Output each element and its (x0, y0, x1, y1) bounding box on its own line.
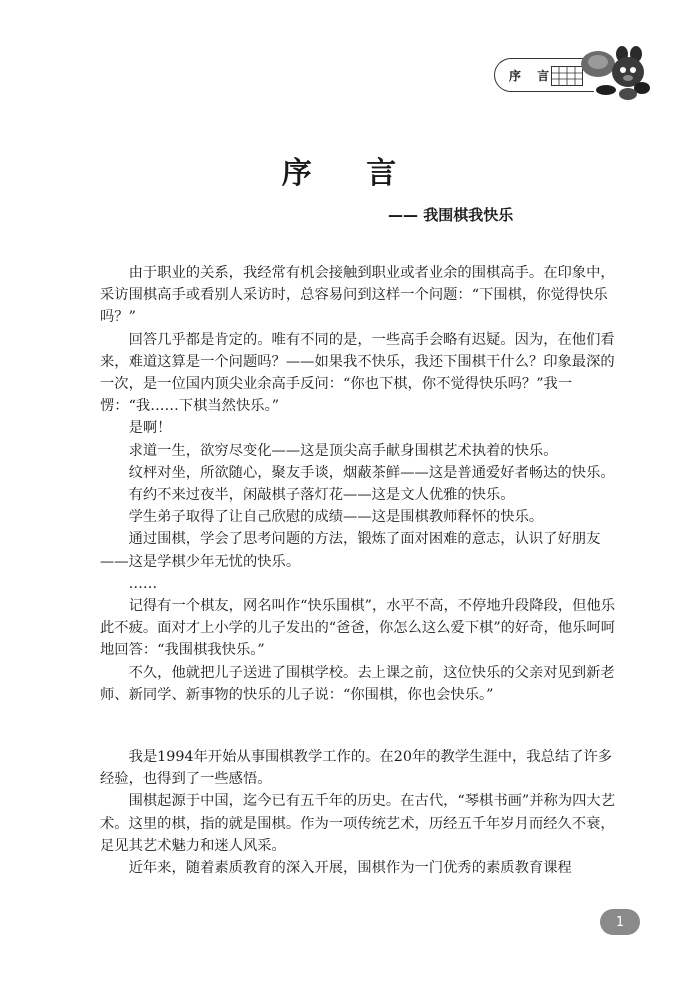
preface-body-part2 (100, 746, 620, 879)
paragraph: …… (128, 575, 158, 592)
paragraph: 记得有一个棋友，网名叫作“快乐围棋”，水平不高，不停地升段降段，但他乐此不疲。面对才上小学的儿子发出的“爸爸，你怎么这么爱下棋”的好奇，他乐呵呵地回答：“我围棋我快乐。” (100, 598, 616, 659)
mascot-icon (578, 40, 654, 102)
page-number-badge (600, 909, 640, 935)
paragraph: 近年来，随着素质教育的深入开展，围棋作为一门优秀的素质教育课程 (128, 860, 572, 877)
page-number: 1 (615, 914, 625, 930)
preface-body-part1 (100, 262, 620, 706)
paragraph: 我是1994年开始从事围棋教学工作的。在20年的教学生涯中，我总结了许多经验，也得到了一些感悟。 (100, 749, 613, 788)
paragraph: 不久，他就把儿子送进了围棋学校。去上课之前，这位快乐的父亲对见到新老师、新同学、新事物的快乐的儿子说：“你围棋，你也会快乐。” (100, 664, 615, 703)
paragraph: 纹枰对坐，所欲随心，聚友手谈，烟蔽茶鲜——这是普通爱好者畅达的快乐。 (128, 464, 615, 481)
paragraph: 求道一生，欲穷尽变化——这是顶尖高手献身围棋艺术执着的快乐。 (128, 442, 558, 459)
paragraph: 是啊！ (128, 420, 172, 437)
section-label: 序 言 (509, 68, 556, 83)
paragraph: 由于职业的关系，我经常有机会接触到职业或者业余的围棋高手。在印象中，采访围棋高手或看别人采访时，总容易问到这样一个问题：“下围棋，你觉得快乐吗？” (100, 265, 615, 326)
paragraph: 回答几乎都是肯定的。唯有不同的是，一些高手会略有迟疑。因为，在他们看来，难道这算是一个问题吗？——如果我不快乐，我还下围棋干什么？印象最深的一次，是一位国内顶尖业余高手反问：“你也下棋，你不觉得快乐吗？”我一愣：“我……下棋当然快乐。” (100, 331, 615, 415)
paragraph: 有约不来过夜半，闲敲棋子落灯花——这是文人优雅的快乐。 (128, 487, 515, 504)
page-subtitle: —— 我围棋我快乐 (388, 206, 514, 224)
paragraph: 学生弟子取得了让自己欣慰的成绩——这是围棋教师释怀的快乐。 (128, 509, 544, 526)
paragraph: 通过围棋，学会了思考问题的方法，锻炼了面对困难的意志，认识了好朋友——这是学棋少年无忧的快乐。 (100, 531, 601, 570)
paragraph: 围棋起源于中国，迄今已有五千年的历史。在古代，“琴棋书画”并称为四大艺术。这里的棋，指的就是围棋。作为一项传统艺术，历经五千年岁月而经久不衰，足见其艺术魅力和迷人风采。 (100, 793, 616, 854)
page-title: 序 言 (281, 156, 419, 191)
